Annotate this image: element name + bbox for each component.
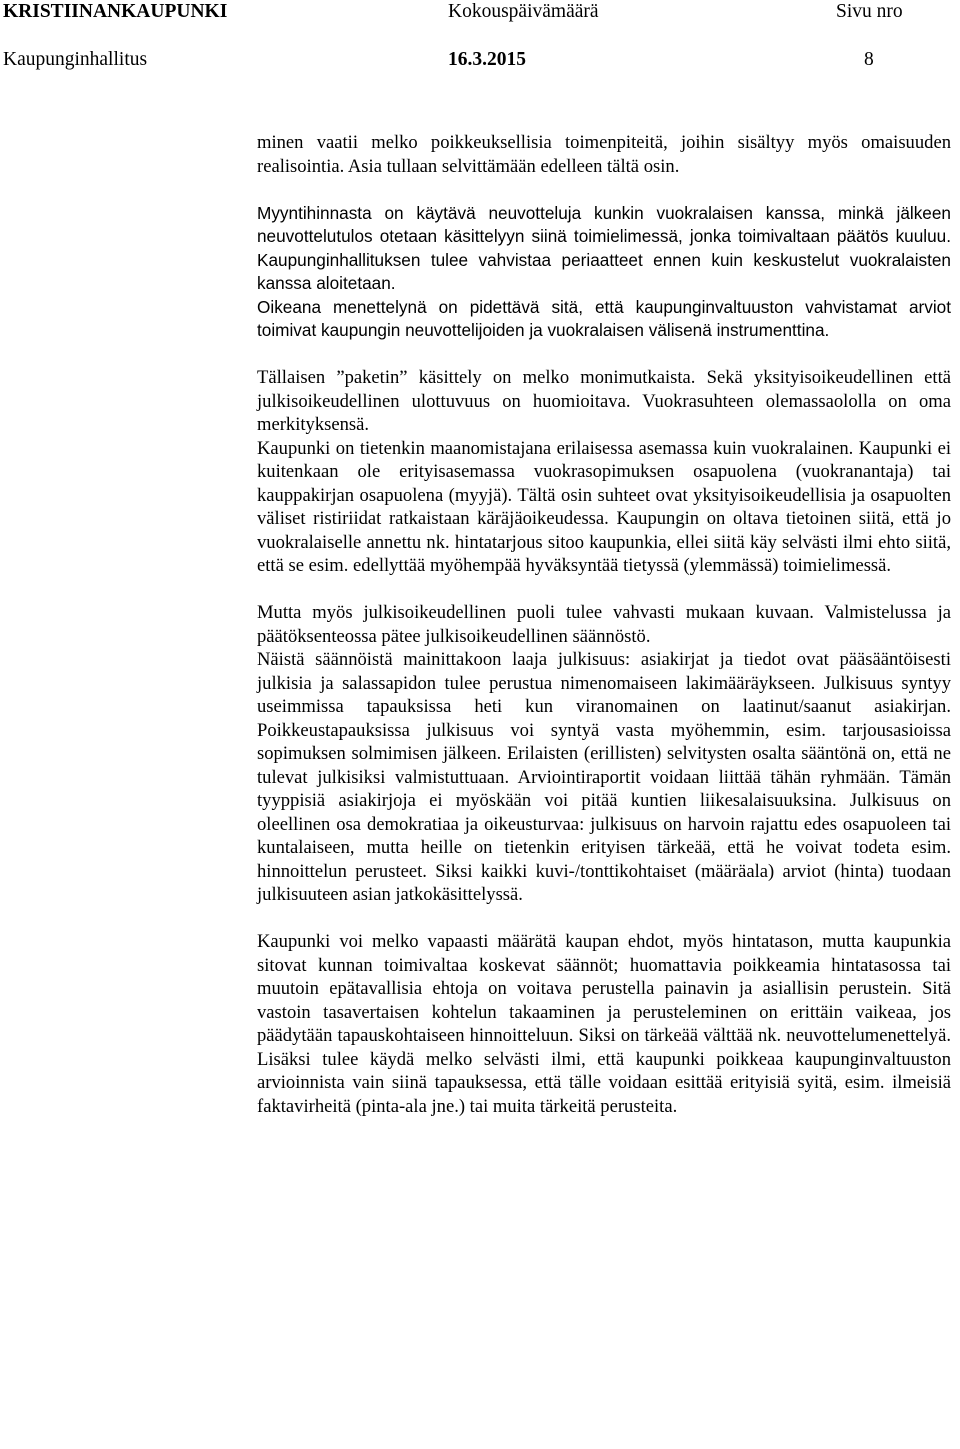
paragraph: Tällaisen ”paketin” käsittely on melko monimutkaista. Sekä yksityisoikeudellinen että julkisoikeudellinen ulottuvuus on huomioitava. Vuokrasuhteen olemassaololla on oma merkityksensä. (257, 367, 951, 435)
paragraph: Mutta myös julkisoikeudellinen puoli tulee vahvasti mukaan kuvaan. Valmistelussa ja päätöksenteossa pätee julkisoikeudellinen säännöstö. (257, 602, 951, 647)
paragraph: Myyntihinnasta on käytävä neuvotteluja kunkin vuokralaisen kanssa, minkä jälkeen neuvottelutulos otetaan käsittelyyn siinä toimielimessä, jonka toimivaltaan päätös kuuluu. Kaupunginhallituksen tulee vahvistaa periaatteet ennen kuin keskustelut vuokralaisten kanssa aloitetaan. (257, 202, 951, 293)
paragraph: Näistä säännöistä mainittakoon laaja julkisuus: asiakirjat ja tiedot ovat pääsääntöisesti julkisia ja salassapidon tulee perustua nimenomaiseen lakimääräykseen. Julkisuus syntyy useimmissa tapauksissa heti kun viranomainen on laatinut/saanut asiakirjan. Poikkeustapauksissa julkisuus voi syntyä vasta myöhemmin, esim. tarjousasioissa sopimuksen solmimisen jälkeen. Erilaisten (erillisten) selvitysten osalta sääntönä on, että ne tulevat julkisiksi valmistuttuaan. Arviointiraportit voidaan liittää tähän ryhmään. Tämän tyyppisiä asiakirjoja ei myöskään voi pitää kuntien liikesalaisuuksina. Julkisuus on oleellinen osa demokratiaa ja oikeusturvaa: julkisuus on harvoin rajattu edes osapuoleen tai kuntalaiseen, mutta heille on tietenkin erityisen tärkeää, että he voivat todeta esim. hinnoittelun perusteet. Siksi kaikki kuvi-/tonttikohtaiset (määräala) arviot (hinta) tuodaan julkisuuteen asian jatkokäsittelyssä. (257, 649, 951, 905)
paragraph: Kaupunki voi melko vapaasti määrätä kaupan ehdot, myös hintatason, mutta kaupunkia sitovat kunnan toimivaltaa koskevat säännöt; huomattavia poikkeamia hintatasossa tai muutoin epätavallisia ehtoja on voitava perustella painavin ja asiallisin perustein. Sitä vastoin tasavertaisen kohtelun takaaminen ja perusteleminen on erittäin vaikeaa, jos päädytään tapauskohtaiseen hinnoitteluun. Siksi on tärkeää välttää nk. neuvottelumenettelyä. Lisäksi tulee käydä melko selvästi ilmi, että kaupunki poikkeaa kaupunginvaltuuston arvioinnista vain siinä tapauksessa, että tälle voidaan esittää erityisiä syitä, esim. ilmeisiä faktavirheitä (pinta-ala jne.) tai muita tärkeitä perusteita. (257, 931, 951, 1117)
paragraph: minen vaatii melko poikkeuksellisia toimenpiteitä, joihin sisältyy myös omaisuuden realisointia. Asia tullaan selvittämään edelleen tältä osin. (257, 132, 951, 177)
organization-name: KRISTIINANKAUPUNKI (3, 1, 228, 22)
meeting-date-label: Kokouspäivämäärä (448, 1, 599, 22)
page-number: 8 (864, 49, 874, 70)
document-body (257, 131, 951, 1118)
meeting-date: 16.3.2015 (448, 49, 526, 70)
header-row-bottom (0, 48, 960, 72)
header-row-top (0, 0, 960, 24)
committee-name: Kaupunginhallitus (3, 49, 148, 70)
paragraph: Oikeana menettelynä on pidettävä sitä, että kaupunginvaltuuston vahvistamat arviot toimivat kaupungin neuvottelijoiden ja vuokralaisen välisenä instrumenttina. (257, 296, 951, 340)
page-number-label: Sivu nro (836, 1, 903, 22)
paragraph: Kaupunki on tietenkin maanomistajana erilaisessa asemassa kuin vuokralainen. Kaupunki ei kuitenkaan ole erityisasemassa vuokrasopimuksen osapuolena (vuokranantaja) tai kauppakirjan osapuolena (myyjä). Tältä osin suhteet ovat yksityisoikeudellisia ja osapuolten väliset ristiriidat ratkaistaan käräjäoikeudessa. Kaupungin on oltava tietoinen siitä, että jo vuokralaiselle annettu nk. hintatarjous sitoo kaupunkia, ellei siitä käy selvästi ilmi ehto siitä, että se esim. edellyttää myöhempää hyväksyntää tietyssä (ylemmässä) toimielimessä. (257, 437, 951, 576)
document-header (0, 0, 960, 90)
